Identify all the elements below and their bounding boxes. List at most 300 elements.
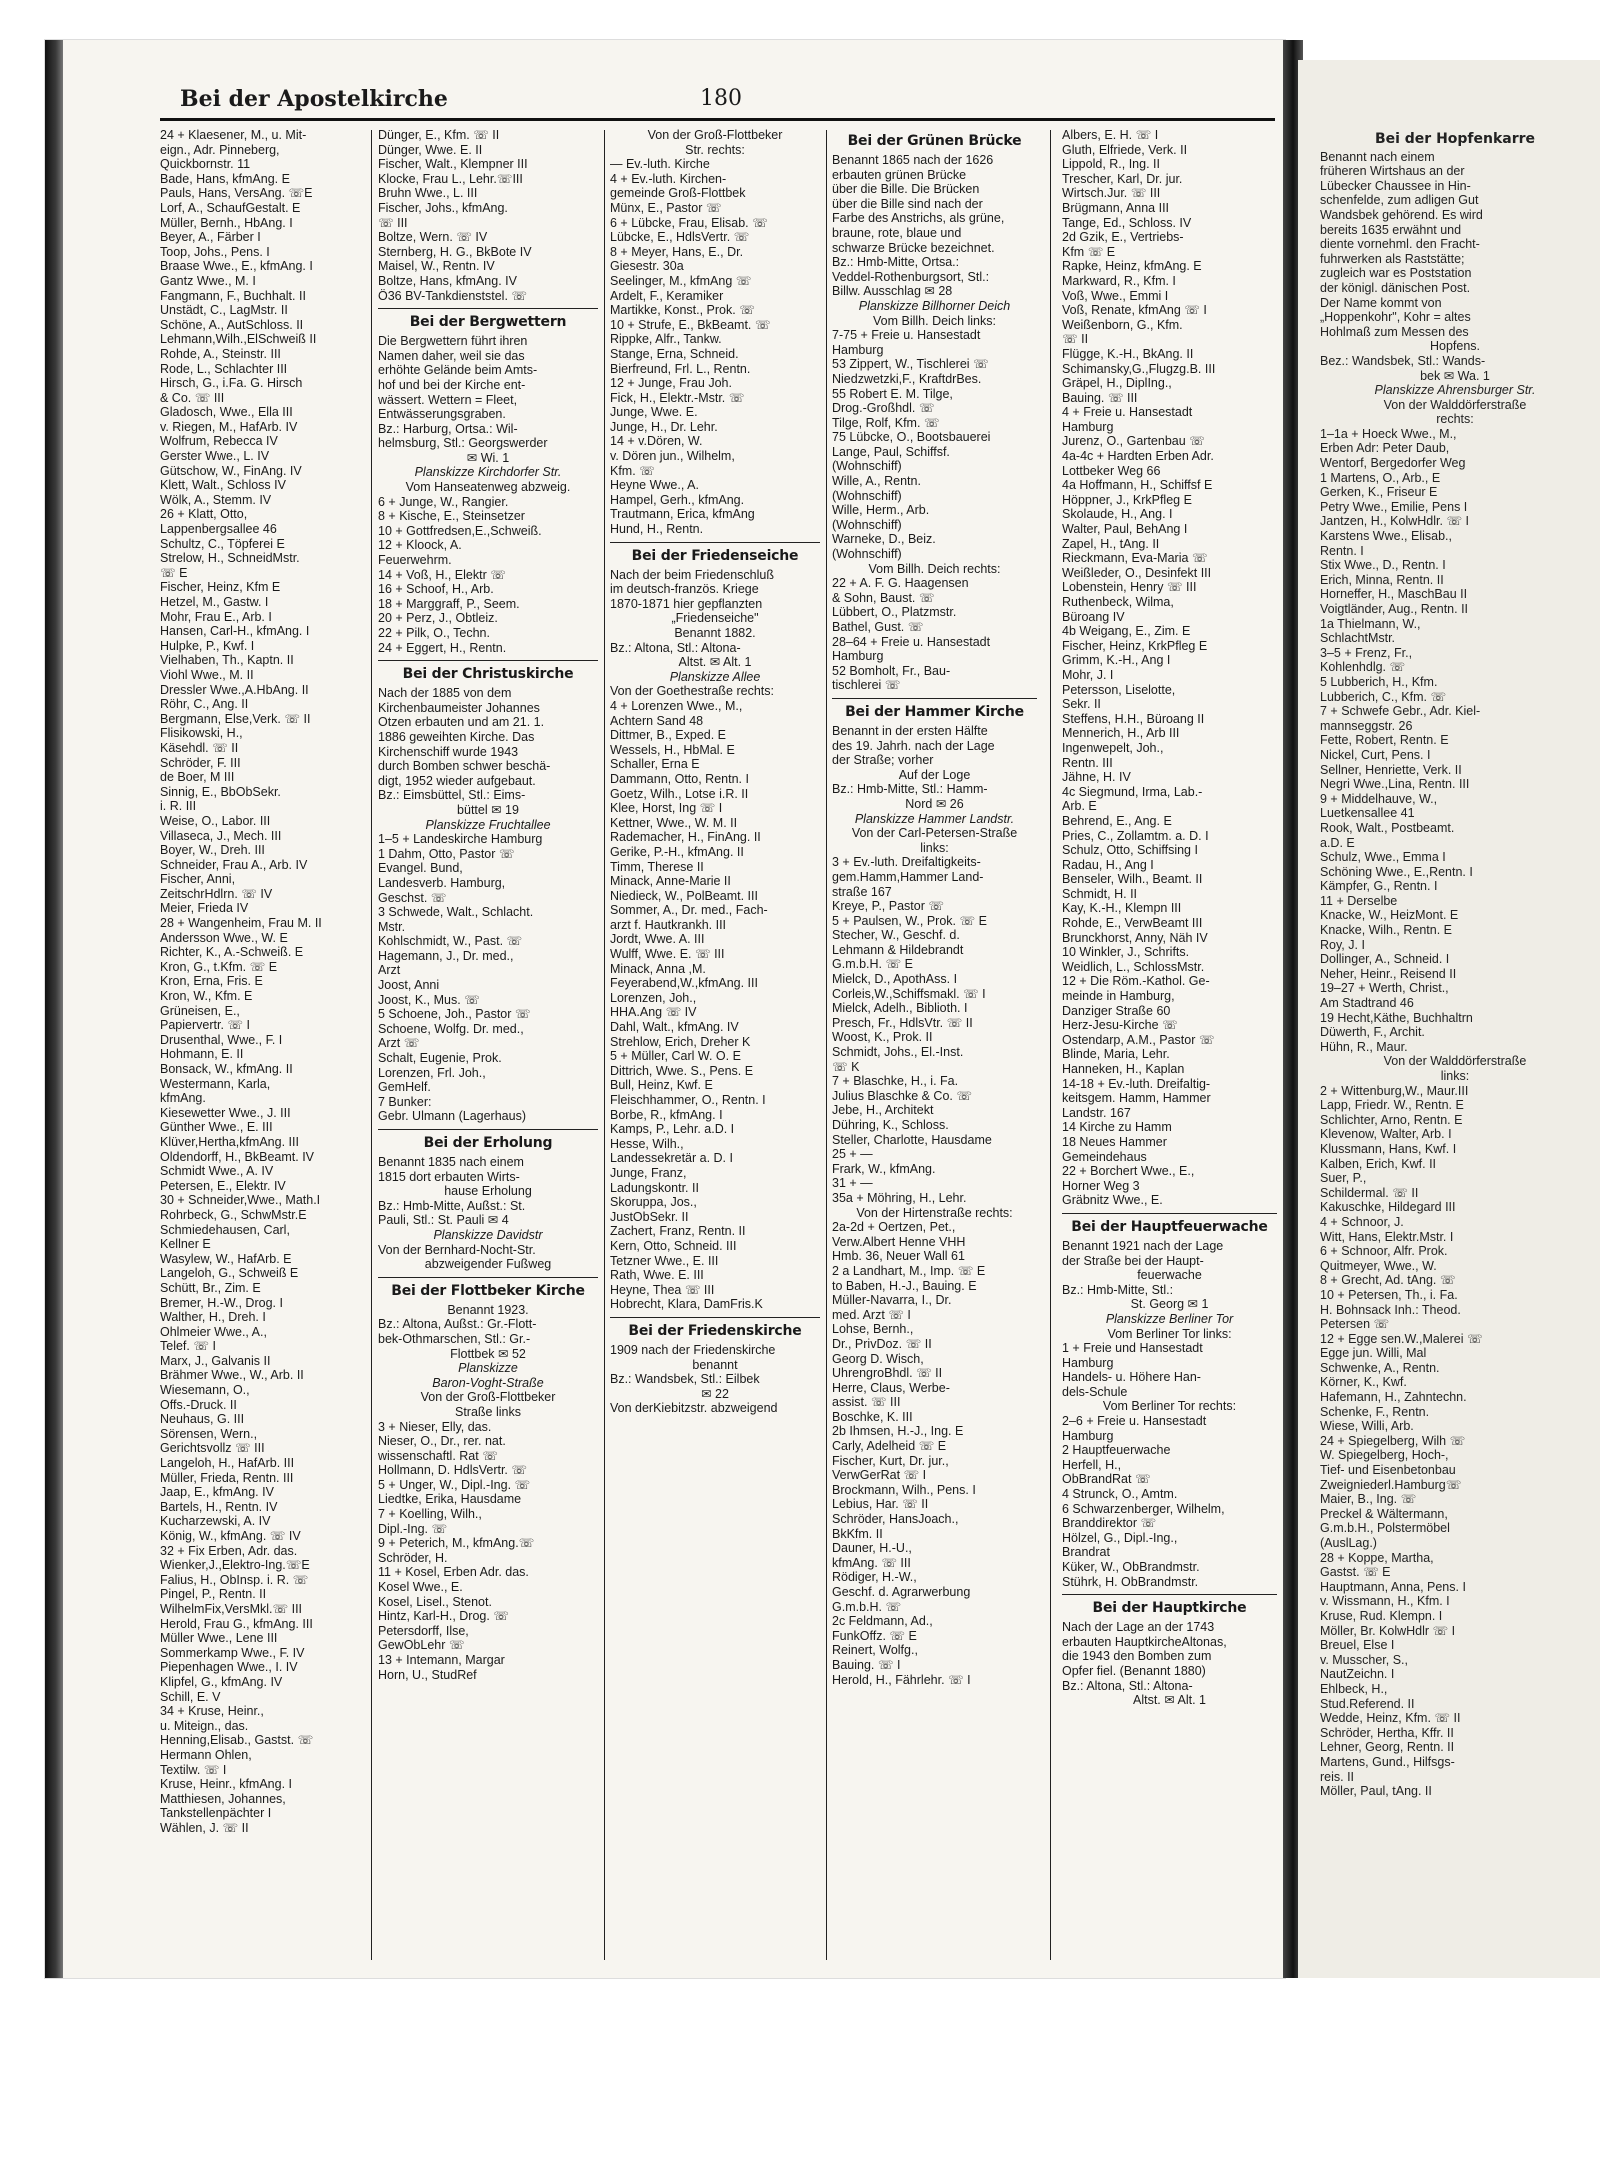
- entry-line: 7 + Schwefe Gebr., Adr. Kiel-: [1320, 704, 1481, 719]
- entry-line: Ö36 BV-Tankdienststel. ☏: [378, 288, 528, 303]
- entry-line: Skoruppa, Jos.,: [610, 1195, 697, 1210]
- entry-line: Brügmann, Anna III: [1062, 200, 1170, 215]
- entry-line: Maier, B., Ing. ☏: [1320, 1492, 1417, 1507]
- entry-line: Markward, R., Kfm. I: [1062, 273, 1176, 288]
- entry-line: Grimm, K.-H., Ang I: [1062, 653, 1171, 668]
- entry-line: Bartels, H., Rentn. IV: [160, 1499, 278, 1514]
- entry-line: Opfer fiel. (Benannt 1880): [1062, 1663, 1206, 1678]
- entry-line: Hmb. 36, Neuer Wall 61: [832, 1249, 965, 1264]
- entry-line: ☏ II: [1062, 332, 1089, 347]
- entry-line: Kfm ☏ E: [1062, 244, 1116, 259]
- entry-line: Radau, H., Ang I: [1062, 857, 1154, 872]
- entry-line: Gluth, Elfriede, Verk. II: [1062, 142, 1188, 157]
- entry-line: Kirchenbaumeister Johannes: [378, 700, 540, 715]
- entry-line: Hesse, Wilh.,: [610, 1136, 684, 1151]
- entry-line: 8 + Kische, E., Steinsetzer: [378, 509, 525, 524]
- entry-line: Schoene, Wolfg. Dr. med.,: [378, 1021, 524, 1036]
- entry-line: 1886 geweihten Kirche. Das: [378, 729, 535, 744]
- entry-line: Ostendarp, A.M., Pastor ☏: [1062, 1032, 1215, 1047]
- entry-line: 19–27 + Werth, Christ.,: [1320, 981, 1449, 996]
- entry-line: 25 + —: [832, 1147, 873, 1162]
- entry-line: Giesestr. 30a: [610, 259, 684, 274]
- entry-line: Schmidt, H. II: [1062, 886, 1138, 901]
- entry-line: Landessekretär a. D. I: [610, 1151, 733, 1166]
- entry-line: (Wohnschiff): [832, 517, 902, 532]
- entry-line: Lorenzen, Frl. Joh.,: [378, 1065, 486, 1080]
- entry-line: Voß, Renate, kfmAng ☏ I: [1062, 303, 1207, 318]
- entry-line: Hanneken, H., Kaplan: [1062, 1062, 1185, 1076]
- running-title: Bei der Apostelkirche: [180, 86, 448, 112]
- entry-line: Herold, Frau G., kfmAng. III: [160, 1616, 313, 1631]
- entry-line: Wentorf, Bergedorfer Weg: [1320, 456, 1466, 471]
- entry-line: Gerichtsvollz ☏ III: [160, 1441, 265, 1456]
- entry-line: Von der Goethestraße rechts:: [610, 684, 774, 699]
- entry-line: Erich, Minna, Rentn. II: [1320, 572, 1444, 587]
- entry-line: Telef. ☏ I: [160, 1339, 216, 1354]
- entry-line: 18 Neues Hammer: [1062, 1134, 1167, 1149]
- entry-line: Lübcke, E., HdlsVertr. ☏: [610, 230, 750, 245]
- entry-line: Junge, Wwe. E.: [610, 405, 698, 420]
- entry-line: 75 Lübcke, O., Bootsbauerei: [832, 430, 991, 445]
- entry-line: v. Dören jun., Wilhelm,: [610, 449, 735, 464]
- entry-line: Martens, Gund., Hilfsgs-: [1320, 1754, 1455, 1769]
- entry-line: Hauptmann, Anna, Pens. I: [1320, 1579, 1466, 1594]
- entry-line: 3 + Nieser, Elly, das.: [378, 1419, 492, 1434]
- page-header: [180, 86, 1275, 116]
- entry-line: Gantz Wwe., M. I: [160, 273, 256, 288]
- entry-line: Albers, E. H. ☏ I: [1062, 128, 1159, 142]
- entry-line: Langeloh, H., HafArb. III: [160, 1456, 295, 1471]
- entry-line: Steffens, H.H., Büroang II: [1062, 711, 1205, 726]
- entry-line: u. Miteign., das.: [160, 1718, 249, 1733]
- entry-line: Vom Billh. Deich links:: [873, 313, 996, 328]
- entry-line: Jordt, Wwe. A. III: [610, 932, 705, 947]
- entry-line: Stecher, W., Geschf. d.: [832, 928, 960, 943]
- entry-line: Gerken, K., Friseur E: [1320, 485, 1438, 500]
- entry-line: Rademacher, H., FinAng. II: [610, 830, 761, 845]
- entry-line: 28–64 + Freie u. Hansestadt: [832, 634, 991, 649]
- map-reference: Planskizze Fruchtallee: [425, 817, 551, 832]
- entry-line: Lapp, Friedr. W., Rentn. E: [1320, 1098, 1464, 1113]
- entry-line: Bremer, H.-W., Drog. I: [160, 1295, 283, 1310]
- entry-line: Dammann, Otto, Rentn. I: [610, 771, 749, 786]
- entry-line: 1a Thielmann, W.,: [1320, 616, 1421, 631]
- entry-line: Karstens Wwe., Elisab.,: [1320, 529, 1452, 544]
- entry-line: assist. ☏ III: [832, 1395, 901, 1410]
- entry-line: Dahl, Walt., kfmAng. IV: [610, 1020, 739, 1035]
- entry-line: Kern, Otto, Schneid. III: [610, 1238, 737, 1253]
- entry-line: Achtern Sand 48: [610, 713, 704, 728]
- entry-line: Fischer, Kurt, Dr. jur.,: [832, 1453, 949, 1468]
- entry-line: Dittmer, B., Exped. E: [610, 728, 727, 743]
- street-heading: Bei der Hammer Kirche: [845, 703, 1024, 720]
- entry-line: über die Bille. Die Brücken: [832, 182, 980, 197]
- entry-line: Unstädt, C., LagMstr. II: [160, 303, 288, 318]
- entry-line: Petry Wwe., Emilie, Pens I: [1320, 499, 1468, 514]
- entry-line: erbauten HauptkircheAltonas,: [1062, 1634, 1227, 1649]
- entry-line: 16 + Schoof, H., Arb.: [378, 582, 494, 597]
- entry-line: Trautmann, Erica, kfmAng: [610, 507, 755, 522]
- entry-line: kfmAng.: [160, 1091, 206, 1106]
- entry-line: Münx, E., Pastor ☏: [610, 200, 722, 215]
- entry-line: Hulpke, P., Kwf. I: [160, 638, 255, 653]
- entry-line: 28 + Koppe, Martha,: [1320, 1550, 1434, 1565]
- entry-line: Evangel. Bund,: [378, 861, 463, 876]
- entry-line: 10 Winkler, J., Schrifts.: [1062, 945, 1190, 960]
- entry-line: Matthiesen, Johannes,: [160, 1791, 286, 1806]
- entry-line: Hobrecht, Klara, DamFris.K: [610, 1297, 763, 1312]
- entry-line: Rohrbeck, G., SchwMstr.E: [160, 1207, 307, 1222]
- entry-line: Blinde, Maria, Lehr.: [1062, 1047, 1170, 1062]
- entry-line: Joost, Anni: [378, 978, 440, 993]
- street-heading: Bei der Bergwettern: [409, 314, 567, 331]
- entry-line: Tankstellenpächter I: [160, 1806, 272, 1821]
- entry-line: 4c Siegmund, Irma, Lab.-: [1062, 784, 1203, 799]
- entry-line: gem.Hamm,Hammer Land-: [832, 869, 984, 884]
- entry-line: Geschst. ☏: [378, 890, 447, 905]
- entry-line: meinde in Hamburg,: [1062, 989, 1175, 1004]
- entry-line: Handels- u. Höhere Han-: [1062, 1370, 1201, 1385]
- entry-line: Ardelt, F., Keramiker: [610, 288, 724, 303]
- entry-line: i. R. III: [160, 799, 197, 814]
- entry-line: 2d Gzik, E., Vertriebs-: [1062, 230, 1184, 245]
- entry-line: Wiesemann, O.,: [160, 1383, 250, 1398]
- entry-line: Klett, Walt., Schloss IV: [160, 478, 286, 493]
- entry-line: Hopfens.: [1429, 339, 1481, 354]
- entry-line: 2c Feldmann, Ad.,: [832, 1614, 933, 1629]
- entry-line: Müller, Bernh., HbAng. I: [160, 215, 293, 230]
- entry-line: die 1943 den Bomben zum: [1062, 1649, 1212, 1664]
- entry-line: Klevenow, Walter, Arb. I: [1320, 1127, 1452, 1142]
- entry-line: Boschke, K. III: [832, 1409, 913, 1424]
- entry-line: Strelow, H., SchneidMstr.: [160, 551, 300, 566]
- entry-line: Dr., PrivDoz. ☏ II: [832, 1336, 932, 1351]
- entry-line: 7 + Blaschke, H., i. Fa.: [832, 1074, 959, 1089]
- entry-line: arzt f. Hautkrankh. III: [610, 917, 727, 932]
- entry-line: Landesverb. Hamburg,: [378, 875, 506, 890]
- entry-line: 1 Dahm, Otto, Pastor ☏: [378, 846, 515, 861]
- entry-line: 10 + Petersen, Th., i. Fa.: [1320, 1287, 1458, 1302]
- entry-line: de Boer, M III: [160, 770, 235, 785]
- entry-line: Viohl Wwe., M. II: [160, 667, 254, 682]
- entry-line: Kämpfer, G., Rentn. I: [1320, 879, 1438, 894]
- entry-line: Toop, Johs., Pens. I: [160, 244, 270, 259]
- entry-line: Wedde, Heinz, Kfm. ☏ II: [1320, 1711, 1461, 1726]
- entry-line: 5 + Müller, Carl W. O. E: [610, 1049, 741, 1064]
- entry-line: Sinnig, E., BbObSekr.: [160, 784, 281, 799]
- entry-line: Bz.: Altona, Stl.: Altona-: [1062, 1678, 1193, 1693]
- entry-line: Tange, Ed., Schloss. IV: [1062, 215, 1192, 230]
- entry-line: erhöhte Gelände beim Amts-: [378, 363, 538, 378]
- entry-line: links:: [920, 840, 949, 855]
- entry-line: Drusenthal, Wwe., F. I: [160, 1032, 283, 1047]
- entry-line: Benannt 1865 nach der 1626: [832, 153, 994, 167]
- entry-line: Benseler, Wilh., Beamt. II: [1062, 872, 1203, 887]
- entry-line: 14 + Voß, H., Elektr ☏: [378, 567, 506, 582]
- entry-line: Steller, Charlotte, Hausdame: [832, 1132, 992, 1147]
- entry-line: kfmAng. ☏ III: [832, 1555, 911, 1570]
- entry-line: rechts:: [1436, 412, 1474, 427]
- entry-line: Von der Hirtenstraße rechts:: [856, 1205, 1013, 1220]
- entry-line: 7 + Koelling, Wilh.,: [378, 1507, 482, 1522]
- entry-line: Bz.: Altona, Außst.: Gr.-Flott-: [378, 1317, 537, 1332]
- entry-line: links:: [1440, 1069, 1470, 1083]
- entry-line: Hohmann, E. II: [160, 1047, 244, 1062]
- entry-line: Bz.: Hmb-Mitte, Stl.: Hamm-: [832, 782, 988, 797]
- entry-line: Küker, W., ObBrandmstr.: [1062, 1560, 1200, 1574]
- entry-line: Hamburg: [832, 342, 884, 357]
- entry-line: Westermann, Karla,: [160, 1076, 271, 1091]
- entry-line: schwarze Brücke bezeichnet.: [832, 240, 995, 255]
- entry-line: Drog.-Großhdl. ☏: [832, 401, 935, 416]
- entry-line: Von der Groß-Flottbeker: [647, 128, 783, 142]
- entry-line: 6 + Junge, W., Rangier.: [378, 494, 509, 509]
- entry-line: Goetz, Wilh., Lotse i.R. II: [610, 786, 749, 801]
- column-2: [378, 128, 598, 1968]
- entry-line: ✉ 22: [701, 1386, 729, 1401]
- entry-line: Lorf, A., SchaufGestalt. E: [160, 200, 301, 215]
- entry-line: Wulff, Wwe. E. ☏ III: [610, 947, 725, 962]
- entry-line: Fischer, Heinz, Kfm E: [160, 580, 281, 595]
- entry-line: 19 Hecht,Käthe, Buchhaltrn: [1320, 1010, 1473, 1025]
- entry-line: Jantzen, H., KolwHdlr. ☏ I: [1320, 514, 1470, 529]
- entry-line: mannseggstr. 26: [1320, 718, 1413, 733]
- entry-line: Mstr.: [378, 919, 406, 934]
- entry-line: 6 + Lübcke, Frau, Elisab. ☏: [610, 215, 768, 230]
- entry-line: Ladungskontr. II: [610, 1180, 699, 1195]
- entry-line: Kreye, P., Pastor ☏: [832, 899, 944, 914]
- entry-line: 30 + Schneider,Wwe., Math.I: [160, 1193, 321, 1208]
- entry-line: Kucharzewski, A. IV: [160, 1514, 271, 1529]
- entry-line: über die Bille sind nach der: [832, 196, 983, 211]
- header-rule: [160, 118, 1275, 121]
- entry-line: 6 Schwarzenberger, Wilhelm,: [1062, 1501, 1225, 1516]
- street-heading: Bei der Hopfenkarre: [1374, 131, 1536, 147]
- entry-line: Schmidt, Johs., El.-Inst.: [832, 1045, 964, 1060]
- entry-line: Schalt, Eugenie, Prok.: [378, 1051, 502, 1066]
- entry-line: Entwässerungsgraben.: [378, 407, 506, 422]
- entry-line: Der Name kommt von: [1320, 295, 1442, 310]
- column-divider: [826, 130, 827, 1960]
- entry-line: 10 + Gottfredsen,E.,Schweiß.: [378, 523, 542, 538]
- entry-line: Käsehdl. ☏ II: [160, 740, 239, 755]
- entry-line: Heyne Wwe., A.: [610, 478, 699, 493]
- entry-line: Breuel, Else I: [1320, 1638, 1395, 1653]
- entry-line: Rödiger, H.-W.,: [832, 1570, 917, 1585]
- entry-line: Villaseca, J., Mech. III: [160, 828, 282, 843]
- entry-line: Skolaude, H., Ang. I: [1062, 507, 1173, 522]
- section-rule: [378, 1277, 598, 1278]
- entry-line: Mennerich, H., Arb III: [1062, 726, 1180, 741]
- entry-line: Horneffer, H., MaschBau II: [1320, 587, 1468, 602]
- street-heading: Bei der Grünen Brücke: [847, 133, 1022, 149]
- entry-line: 53 Zippert, W., Tischlerei ☏: [832, 357, 989, 372]
- entry-line: 18 + Marggraff, P., Seem.: [378, 596, 520, 611]
- entry-line: Junge, Franz,: [610, 1165, 687, 1180]
- entry-line: Witt, Hans, Elektr.Mstr. I: [1320, 1229, 1454, 1244]
- entry-line: SchlachtMstr.: [1320, 631, 1396, 646]
- entry-line: 2 a Landhart, M., Imp. ☏ E: [832, 1263, 986, 1278]
- map-reference: Baron-Voght-Straße: [432, 1375, 544, 1390]
- entry-line: Kirchenschiff wurde 1943: [378, 744, 519, 759]
- entry-line: Zachert, Franz, Rentn. II: [610, 1224, 746, 1239]
- entry-line: Bz.: Hmb-Mitte, Ortsa.:: [832, 255, 960, 270]
- entry-line: Dipl.-Ing. ☏: [378, 1521, 448, 1536]
- entry-line: Dünger, Wwe. E. II: [378, 142, 483, 157]
- entry-line: Petersen ☏: [1320, 1317, 1390, 1332]
- entry-line: Hühn, R., Maur.: [1320, 1039, 1408, 1054]
- entry-line: Timm, Therese II: [610, 859, 704, 874]
- entry-line: Tief- und Eisenbetonbau: [1320, 1463, 1456, 1478]
- entry-line: Hampel, Gerh., kfmAng.: [610, 492, 745, 507]
- entry-line: 11 + Kosel, Erben Adr. das.: [378, 1565, 529, 1580]
- entry-line: FunkOffz. ☏ E: [832, 1628, 917, 1643]
- entry-line: Bull, Heinz, Kwf. E: [610, 1078, 713, 1093]
- entry-line: W. Spiegelberg, Hoch-,: [1320, 1448, 1449, 1463]
- entry-line: a.D. E: [1320, 835, 1355, 850]
- entry-line: Minack, Anne-Marie II: [610, 874, 731, 889]
- entry-line: Dühring, K., Schloss.: [832, 1118, 949, 1132]
- entry-line: Hamburg: [1062, 419, 1114, 434]
- entry-line: Knacke, Wilh., Rentn. E: [1320, 923, 1453, 938]
- entry-line: braune, rote, blaue und: [832, 225, 962, 240]
- entry-line: (Wohnschiff): [832, 547, 902, 562]
- entry-line: Kohlenhdlg. ☏: [1320, 660, 1406, 675]
- entry-line: Hermann Ohlen,: [160, 1747, 252, 1762]
- entry-line: Schöning Wwe., E.,Rentn. I: [1320, 864, 1473, 879]
- entry-line: Von der Bernhard-Nocht-Str.: [378, 1242, 536, 1257]
- entry-line: Stührk, H. ObBrandmstr.: [1062, 1574, 1199, 1589]
- entry-line: Jurenz, O., Gartenbau ☏: [1062, 434, 1205, 449]
- entry-line: Georg D. Wisch,: [832, 1351, 924, 1366]
- entry-line: Hamburg: [832, 649, 884, 664]
- entry-line: Strehlow, Erich, Dreher K: [610, 1034, 751, 1049]
- entry-line: Neher, Heinr., Reisend II: [1320, 966, 1457, 981]
- entry-line: Klee, Horst, Ing ☏ I: [610, 801, 723, 816]
- entry-line: Str. rechts:: [685, 142, 745, 157]
- entry-line: keitsgem. Hamm, Hammer: [1062, 1091, 1211, 1106]
- entry-line: 4a Hoffmann, H., Schiffsf E: [1062, 478, 1213, 493]
- entry-line: Egge jun. Willi, Mal: [1320, 1346, 1427, 1361]
- entry-line: erbauten grünen Brücke: [832, 167, 967, 182]
- entry-line: JustObSekr. II: [610, 1209, 689, 1224]
- section-rule: [832, 698, 1037, 699]
- entry-line: dels-Schule: [1062, 1384, 1128, 1399]
- entry-line: Fischer, Walt., Klempner III: [378, 157, 528, 172]
- entry-line: Von der Walddörferstraße: [1383, 397, 1527, 412]
- entry-line: Boltze, Hans, kfmAng. IV: [378, 273, 517, 288]
- entry-line: 14 + v.Dören, W.: [610, 434, 703, 449]
- entry-line: 1–5 + Landeskirche Hamburg: [378, 832, 543, 847]
- entry-line: 5 + Unger, W., Dipl.-Ing. ☏: [378, 1477, 531, 1492]
- entry-line: diente vornehml. den Fracht-: [1320, 237, 1480, 252]
- entry-line: Wiese, Willi, Arb.: [1320, 1419, 1414, 1434]
- entry-line: Lange, Paul, Schiffsf.: [832, 444, 950, 459]
- entry-line: Die Bergwettern führt ihren: [378, 334, 528, 349]
- entry-line: Nach der beim Friedenschluß: [610, 567, 774, 582]
- entry-line: 1 Martens, O., Arb., E: [1320, 470, 1441, 485]
- street-heading: Bei der Friedenseiche: [631, 547, 799, 564]
- entry-line: 5 Lubberich, H., Kfm.: [1320, 674, 1438, 689]
- entry-line: Rode, L., Schlachter III: [160, 361, 288, 376]
- entry-line: Verw.Albert Henne VHH: [832, 1234, 966, 1249]
- entry-line: Kron, Erna, Fris. E: [160, 974, 263, 989]
- entry-line: Fischer, Anni,: [160, 872, 236, 887]
- entry-line: Bruhn Wwe., L. III: [378, 186, 478, 201]
- map-reference: Planskizze: [458, 1361, 518, 1376]
- column-divider: [1050, 130, 1051, 1960]
- entry-line: digt, 1952 wieder aufgebaut.: [378, 773, 536, 788]
- entry-line: 2 Hauptfeuerwache: [1062, 1443, 1171, 1458]
- entry-line: Klipfel, G., kfmAng. IV: [160, 1674, 283, 1689]
- entry-line: Otzen erbauten und am 21. 1.: [378, 715, 545, 730]
- entry-line: Kay, K.-H., Klempn III: [1062, 901, 1182, 916]
- entry-line: Grüneisen, E.,: [160, 1003, 240, 1018]
- entry-line: Stix Wwe., D., Rentn. I: [1320, 558, 1446, 573]
- section-rule: [378, 308, 598, 309]
- entry-line: Piepenhagen Wwe., I. IV: [160, 1660, 298, 1675]
- entry-line: Höppner, J., KrkPfleg E: [1062, 492, 1192, 507]
- entry-line: Gräbnitz Wwe., E.: [1062, 1193, 1163, 1208]
- section-rule: [1062, 1594, 1277, 1595]
- entry-line: Röhr, C., Ang. II: [160, 697, 249, 712]
- entry-line: 35a + Möhring, H., Lehr.: [832, 1190, 967, 1205]
- entry-line: Carly, Adelheid ☏ E: [832, 1439, 947, 1454]
- entry-line: Benannt 1923.: [447, 1302, 529, 1317]
- entry-line: Kosel Wwe., E.: [378, 1580, 463, 1595]
- entry-line: Corleis,W.,Schiffsmakl. ☏ I: [832, 986, 986, 1001]
- entry-line: 5 + Paulsen, W., Prok. ☏ E: [832, 913, 987, 928]
- entry-line: Tilge, Rolf, Kfm. ☏: [832, 415, 940, 430]
- entry-line: Walter, Paul, BehAng I: [1062, 522, 1188, 537]
- entry-line: 5 Schoene, Joh., Pastor ☏: [378, 1007, 531, 1022]
- entry-line: Andersson Wwe., W. E: [160, 930, 288, 945]
- entry-line: Von der Carl-Petersen-Straße: [851, 826, 1018, 841]
- entry-line: 32 + Fix Erben, Adr. das.: [160, 1543, 298, 1558]
- entry-line: Jähne, H. IV: [1062, 770, 1131, 785]
- entry-line: Joost, K., Mus. ☏: [378, 992, 480, 1007]
- entry-line: ☏ K: [832, 1059, 860, 1074]
- entry-line: Kfm. ☏: [610, 463, 655, 478]
- entry-line: Müller, Frieda, Rentn. III: [160, 1470, 294, 1485]
- map-reference: Planskizze Berliner Tor: [1105, 1311, 1234, 1326]
- entry-line: 7-75 + Freie u. Hansestadt: [832, 328, 981, 343]
- entry-line: 1815 dort erbauten Wirts-: [378, 1169, 520, 1184]
- entry-line: — Ev.-luth. Kirche: [610, 157, 710, 172]
- entry-line: Kellner E: [160, 1237, 211, 1252]
- entry-line: Kalben, Erich, Kwf. II: [1320, 1156, 1437, 1171]
- entry-line: Papiervertr. ☏ I: [160, 1018, 250, 1033]
- entry-line: Gerster Wwe., L. IV: [160, 449, 270, 464]
- entry-line: Lohse, Bernh.,: [832, 1322, 914, 1337]
- entry-line: Von der Walddörferstraße: [1383, 1054, 1527, 1069]
- entry-line: G.m.b.H., Polstermöbel: [1320, 1521, 1450, 1536]
- entry-line: 6 + Schnoor, Alfr. Prok.: [1320, 1244, 1448, 1259]
- entry-line: Behrend, E., Ang. E: [1062, 813, 1172, 828]
- entry-line: Voß, Wwe., Emmi I: [1062, 288, 1169, 303]
- entry-line: Gladosch, Wwe., Ella III: [160, 405, 293, 420]
- entry-line: Gütschow, W., FinAng. IV: [160, 463, 302, 478]
- entry-line: Herold, H., Fährlehr. ☏ I: [832, 1672, 971, 1687]
- entry-line: Gastst. ☏ E: [1320, 1565, 1391, 1580]
- entry-line: Nach der Lage an der 1743: [1062, 1620, 1215, 1635]
- entry-line: 4 + Schnoor, J.: [1320, 1214, 1404, 1229]
- entry-line: Heyne, Thea ☏ III: [610, 1282, 715, 1297]
- entry-line: Meier, Frieda IV: [160, 901, 249, 916]
- entry-line: Falius, H., ObInsp. i. R. ☏: [160, 1572, 309, 1587]
- entry-line: Boltze, Wern. ☏ IV: [378, 230, 488, 245]
- entry-line: Henning,Elisab., Gastst. ☏: [160, 1733, 314, 1748]
